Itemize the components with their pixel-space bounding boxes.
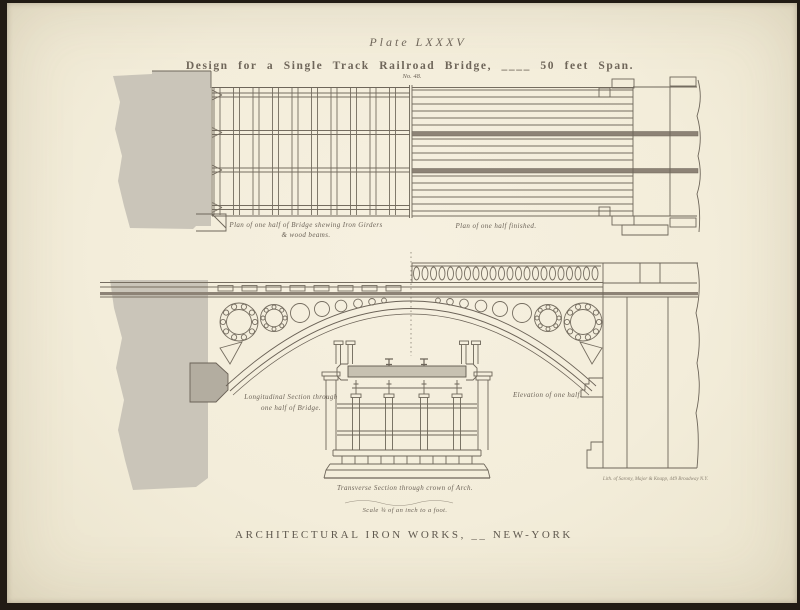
- plate-title: Plate LXXXV: [369, 35, 467, 49]
- plan-rail-band-2: [412, 169, 698, 174]
- spandrel-circles-right: [436, 298, 602, 364]
- skewback-block: [190, 363, 228, 402]
- caption-plan-left-line1: Plan of one half of Bridge shewing Iron Girders: [229, 221, 383, 229]
- design-title: Design for a Single Track Railroad Bridge, ____ 50 feet Span.: [185, 60, 635, 72]
- caption-plan-left: [206, 220, 406, 240]
- deck-band-panels: [218, 286, 401, 292]
- spandrel-circles-left: [220, 298, 386, 364]
- caption-transverse: Transverse Section through crown of Arch.: [336, 484, 474, 492]
- caption-longitudinal: [226, 392, 356, 414]
- caption-scale: Scale ¾ of an inch to a foot.: [362, 507, 448, 514]
- plan-view: [113, 71, 700, 235]
- balustrade: [412, 263, 698, 284]
- lithographer-credit: Lith. of Sarony, Major & Knapp, 449 Broadway N.Y.: [602, 477, 709, 482]
- plan-finished-planking: [412, 88, 633, 217]
- caption-elevation: Elevation of one half.: [512, 391, 583, 399]
- caption-longitudinal-line1: Longitudinal Section through: [244, 393, 338, 401]
- hangers-and-columns: [351, 380, 462, 450]
- plan-left-abutment-stone: [113, 71, 211, 229]
- plate-number: No. 48.: [402, 73, 422, 80]
- footer-works-title: ARCHITECTURAL IRON WORKS, __ NEW-YORK: [235, 529, 573, 541]
- transverse-section: [322, 341, 492, 506]
- plan-girders: [212, 93, 410, 210]
- caption-longitudinal-line2: one half of Bridge.: [260, 404, 322, 412]
- deck-slab: [348, 366, 466, 377]
- plan-rail-band-1: [412, 132, 698, 137]
- caption-plan-left-line2: & wood beams.: [281, 231, 331, 239]
- caption-plan-right: Plan of one half finished.: [455, 222, 537, 230]
- plan-wood-beams: [214, 88, 396, 215]
- track-rails: [385, 359, 428, 366]
- ground-line: [345, 501, 453, 506]
